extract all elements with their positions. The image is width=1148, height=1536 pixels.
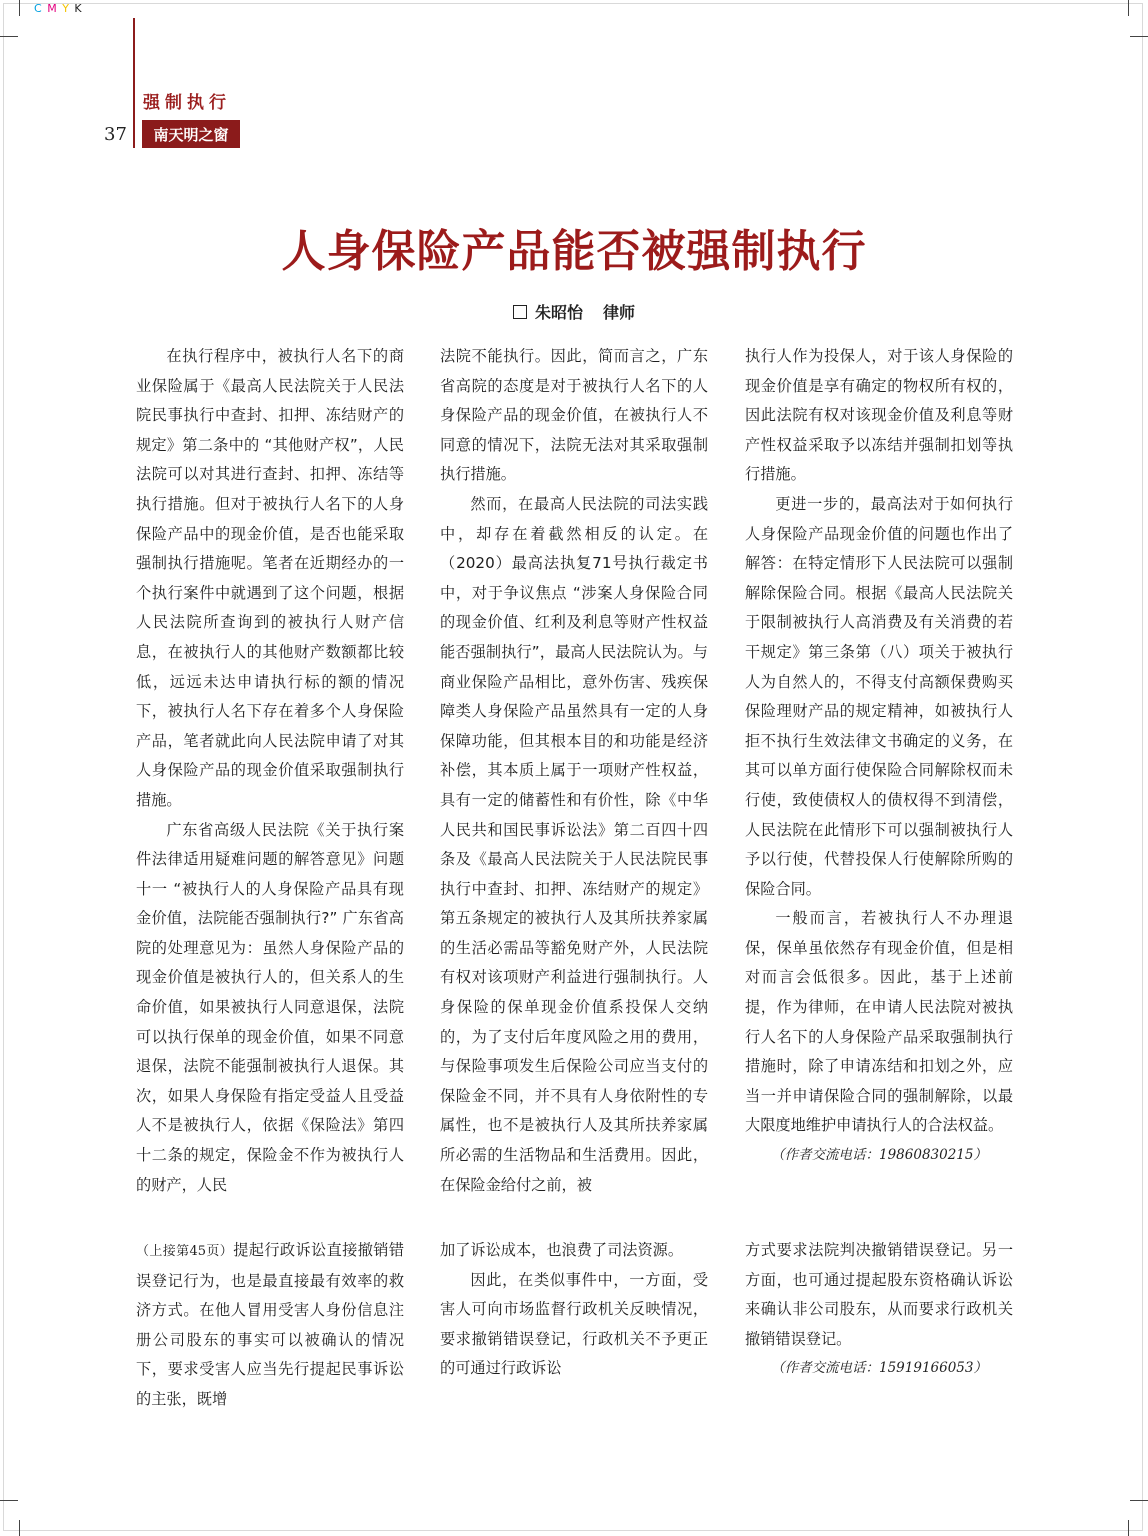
column-name-badge: 南天明之窗 xyxy=(142,120,240,148)
paragraph: 加了诉讼成本，也浪费了司法资源。 xyxy=(440,1241,683,1259)
paragraph: 法院不能执行。因此，简而言之，广东省高院的态度是对于被执行人名下的人身保险产品的现金价值，在被执行人不同意的情况下，法院无法对其采取强制执行措施。 xyxy=(440,347,708,484)
section-title: 强制执行 xyxy=(143,93,231,113)
cmyk-k: K xyxy=(74,2,83,15)
article-title: 人身保险产品能否被强制执行 xyxy=(281,226,867,277)
paragraph: 因此，在类似事件中，一方面，受害人可向市场监督行政机关反映情况，要求撤销错误登记，行政机关不予更正的可通过行政诉讼 xyxy=(440,1270,708,1378)
continued-column-2 xyxy=(440,1236,708,1384)
crop-mark-tl-h xyxy=(0,36,18,37)
crop-mark-tl-v xyxy=(19,0,20,16)
crop-mark-bl-v xyxy=(19,1520,20,1536)
article-column-3 xyxy=(745,342,1013,1171)
cmyk-y: Y xyxy=(62,2,70,15)
crop-mark-br-v xyxy=(1128,1520,1129,1536)
crop-mark-br-h xyxy=(1130,1500,1148,1501)
continued-contact: （作者交流电话：15919166053） xyxy=(771,1360,987,1377)
continued-from-ref: （上接第45页） xyxy=(136,1244,234,1259)
continued-column-1 xyxy=(136,1236,404,1415)
paragraph: 在执行程序中，被执行人名下的商业保险属于《最高人民法院关于人民法院民事执行中查封、扣押、冻结财产的规定》第二条中的 “其他财产权”，人民法院可以对其进行查封、扣押、冻结等执行措施。但对于被执行人名下的人身保险产品中的现金价值，是否也能采取强制执行措施呢。笔者在近期经办的一个执行案件中就遇到了这个问题，根据人民法院所查询到的被执行人财产信息，在被执行人的其他财产数额都比较低，远远未达申请执行标的额的情况下，被执行人名下存在着多个人身保险产品，笔者就此向人民法院申请了对其人身保险产品的现金价值采取强制执行措施。 xyxy=(136,347,404,809)
paragraph: 广东省高级人民法院《关于执行案件法律适用疑难问题的解答意见》问题十一 “被执行人的人身保险产品具有现金价值，法院能否强制执行?” 广东省高院的处理意见为：虽然人身保险产品的现金价值是被执行人的，但关系人的生命价值，如果被执行人同意退保，法院可以执行保单的现金价值，如果不同意退保，法院不能强制被执行人退保。其次，如果人身保险有指定受益人且受益人不是被执行人，依据《保险法》第四十二条的规定，保险金不作为被执行人的财产，人民 xyxy=(136,820,404,1194)
byline xyxy=(0,300,1148,323)
paragraph: 更进一步的，最高法对于如何执行人身保险产品现金价值的问题也作出了解答：在特定情形下人民法院可以强制解除保险合同。根据《最高人民法院关于限制被执行人高消费及有关消费的若干规定》第三条第（八）项关于被执行人为自然人的，不得支付高额保费购买保险理财产品的规定精神，如被执行人拒不执行生效法律文书确定的义务，在其可以单方面行使保险合同解除权而未行使，致使债权人的债权得不到清偿，人民法院在此情形下可以强制被执行人予以行使，代替投保人行使解除所购的保险合同。 xyxy=(745,494,1013,898)
cmyk-m: M xyxy=(47,2,58,15)
paragraph xyxy=(136,1236,404,1415)
continued-text: 提起行政诉讼直接撤销错误登记行为，也是最直接最有效率的救济方式。在他人冒用受害人身份信息注册公司股东的事实可以被确认的情况下，要求受害人应当先行提起民事诉讼的主张，既增 xyxy=(136,1241,405,1408)
author-role: 律师 xyxy=(603,303,636,322)
header-rule xyxy=(133,18,135,148)
cmyk-c: C xyxy=(34,2,43,15)
crop-mark-bl-h xyxy=(0,1500,18,1501)
author-contact: （作者交流电话：19860830215） xyxy=(771,1147,987,1164)
article-column-1 xyxy=(136,342,404,1200)
page-number: 37 xyxy=(104,124,127,145)
paragraph: 然而，在最高人民法院的司法实践中，却存在着截然相反的认定。在（2020）最高法执复71号执行裁定书中，对于争议焦点 “涉案人身保险合同的现金价值、红利及利息等财产性权益能否强制执行”，最高人民法院认为。与商业保险产品相比，意外伤害、残疾保障类人身保险产品虽然具有一定的人身保障功能，但其根本目的和功能是经济补偿，其本质上属于一项财产性权益，具有一定的储蓄性和有价性，除《中华人民共和国民事诉讼法》第二百四十四条及《最高人民法院关于人民法院民事执行中查封、扣押、冻结财产的规定》第五条规定的被执行人及其所扶养家属的生活必需品等豁免财产外，人民法院有权对该项财产利益进行强制执行。人身保险的保单现金价值系投保人交纳的，为了支付后年度风险之用的费用，与保险事项发生后保险公司应当支付的保险金不同，并不具有人身依附性的专属性，也不是被执行人及其所扶养家属所必需的生活物品和生活费用。因此，在保险金给付之前，被 xyxy=(440,494,708,1194)
paragraph: 方式要求法院判决撤销错误登记。另一方面，也可通过提起股东资格确认诉讼来确认非公司股东，从而要求行政机关撤销错误登记。 xyxy=(745,1241,1013,1348)
crop-mark-tr-v xyxy=(1128,0,1129,16)
crop-mark-tr-h xyxy=(1130,36,1148,37)
byline-square-icon xyxy=(513,305,527,319)
cmyk-marker xyxy=(34,2,83,16)
paragraph: 一般而言，若被执行人不办理退保，保单虽依然存有现金价值，但是相对而言会低很多。因此，基于上述前提，作为律师，在申请人民法院对被执行人名下的人身保险产品采取强制执行措施时，除了申请冻结和扣划之外，应当一并申请保险合同的强制解除，以最大限度地维护申请执行人的合法权益。 xyxy=(745,909,1013,1135)
paragraph: 执行人作为投保人，对于该人身保险的现金价值是享有确定的物权所有权的，因此法院有权对该现金价值及利息等财产性权益采取予以冻结并强制扣划等执行措施。 xyxy=(745,347,1013,484)
article-column-2 xyxy=(440,342,708,1200)
continued-column-3 xyxy=(745,1236,1013,1384)
author-name: 朱昭怡 xyxy=(534,303,583,322)
